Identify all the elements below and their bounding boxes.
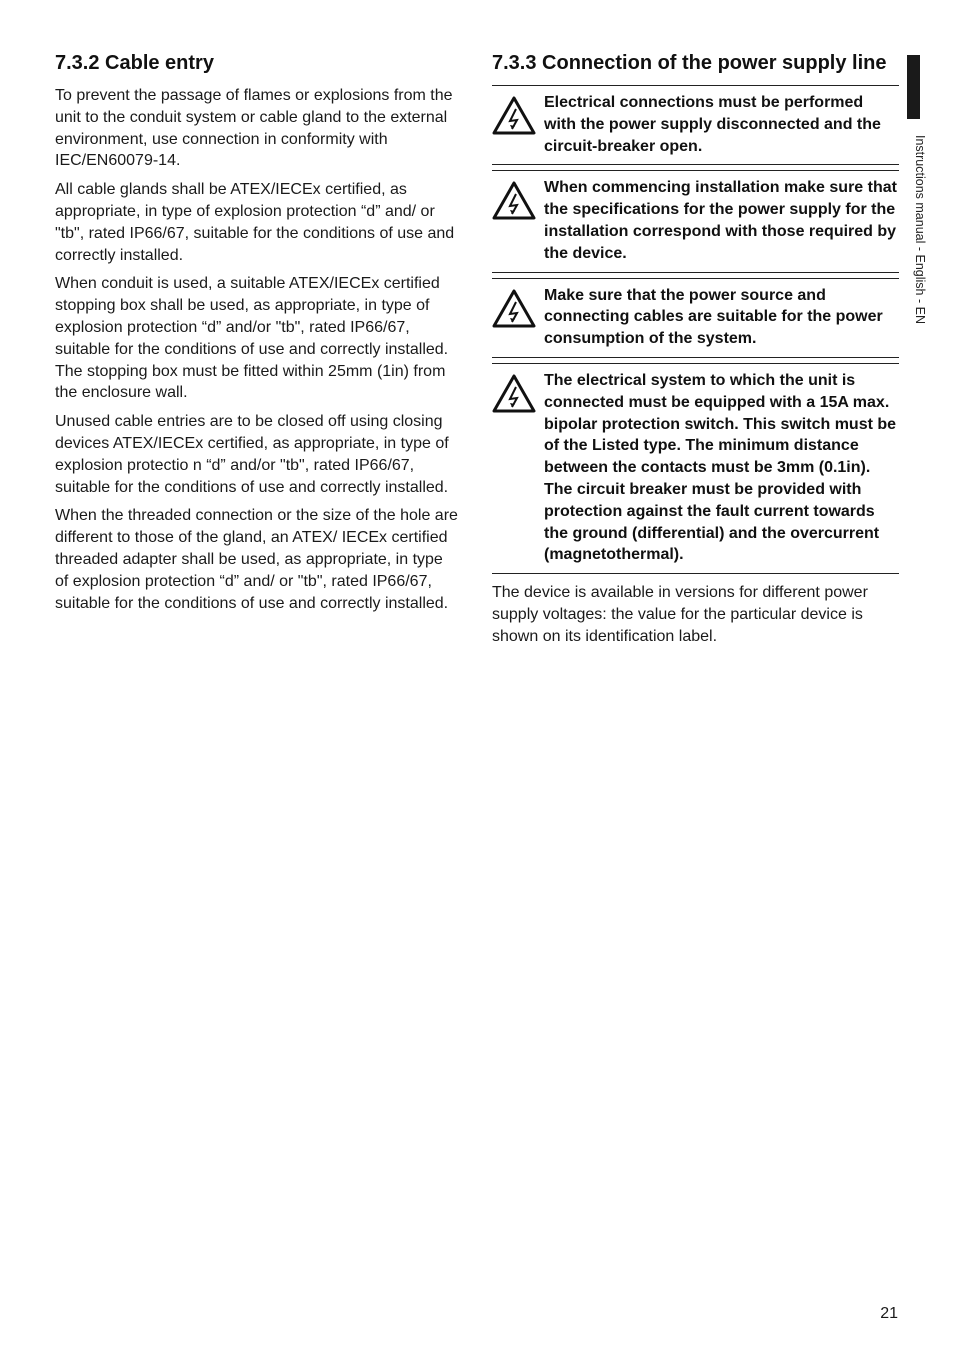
cable-entry-paragraph: To prevent the passage of flames or explosions from the unit to the conduit system or cable gland to the external environment, use connection in conformity with IEC/EN60079-14. bbox=[55, 87, 453, 170]
warning-text: When commencing installation make sure that the specifications for the power supply for the installation correspond with those required by the device. bbox=[544, 179, 897, 262]
warning-block bbox=[492, 86, 899, 165]
chapter-tab-marker bbox=[907, 55, 920, 119]
page-number: 21 bbox=[880, 1305, 898, 1322]
electrical-hazard-icon bbox=[492, 96, 538, 141]
cable-entry-paragraph: All cable glands shall be ATEX/IECEx certified, as appropriate, in type of explosion protection “d” and/ or "tb", rated IP66/67, suitable for the conditions of use and correctly installed. bbox=[55, 181, 455, 264]
warning-text: Make sure that the power source and connecting cables are suitable for the power consumption of the system. bbox=[544, 286, 883, 348]
cable-entry-section bbox=[55, 50, 460, 621]
warning-block bbox=[492, 278, 899, 358]
warning-list bbox=[492, 85, 899, 574]
warning-block bbox=[492, 170, 899, 272]
cable-entry-paragraph: When conduit is used, a suitable ATEX/IECEx certified stopping box shall be used, as appropriate, in type of explosion protection “d” and/or "tb", rated IP66/67, suitable for the conditions of use and correctly installed. The stopping box must be fitted within 25mm (1in) from the enclosure wall. bbox=[55, 275, 449, 402]
cable-entry-paragraph: Unused cable entries are to be closed off using closing devices ATEX/IECEx certified, as appropriate, in type of explosion protectio n “d” and/or "tb", rated IP66/67, suitable for the conditions of use and correctly installed. bbox=[55, 413, 449, 496]
electrical-hazard-icon bbox=[492, 181, 538, 226]
manual-side-label: Instructions manual - English - EN bbox=[913, 135, 927, 324]
electrical-hazard-icon bbox=[492, 289, 538, 334]
warning-block bbox=[492, 363, 899, 574]
warning-text: The electrical system to which the unit is connected must be equipped with a 15A max. bipolar protection switch. This switch must be of the Listed type. The minimum distance between the contacts must be 3mm (0.1in). The circuit breaker must be provided with protection against the fault current towards the ground (differential) and the overcurrent (magnetothermal). bbox=[544, 371, 897, 564]
cable-entry-paragraph: When the threaded connection or the size of the hole are different to those of the gland, an ATEX/ IECEx certified threaded adapter shall be used, as appropriate, in type of explosion protection “d” and/ or "tb", rated IP66/67, suitable for the conditions of use and correctly installed. bbox=[55, 507, 458, 612]
power-supply-note: The device is available in versions for different power supply voltages: the value for the particular device is shown on its identification label. bbox=[492, 584, 868, 645]
power-supply-section bbox=[492, 50, 899, 655]
power-supply-heading: 7.3.3 Connection of the power supply line bbox=[492, 52, 887, 74]
warning-text: Electrical connections must be performed with the power supply disconnected and the circuit-breaker open. bbox=[544, 94, 881, 155]
cable-entry-heading: 7.3.2 Cable entry bbox=[55, 52, 214, 74]
electrical-hazard-icon bbox=[492, 374, 538, 419]
